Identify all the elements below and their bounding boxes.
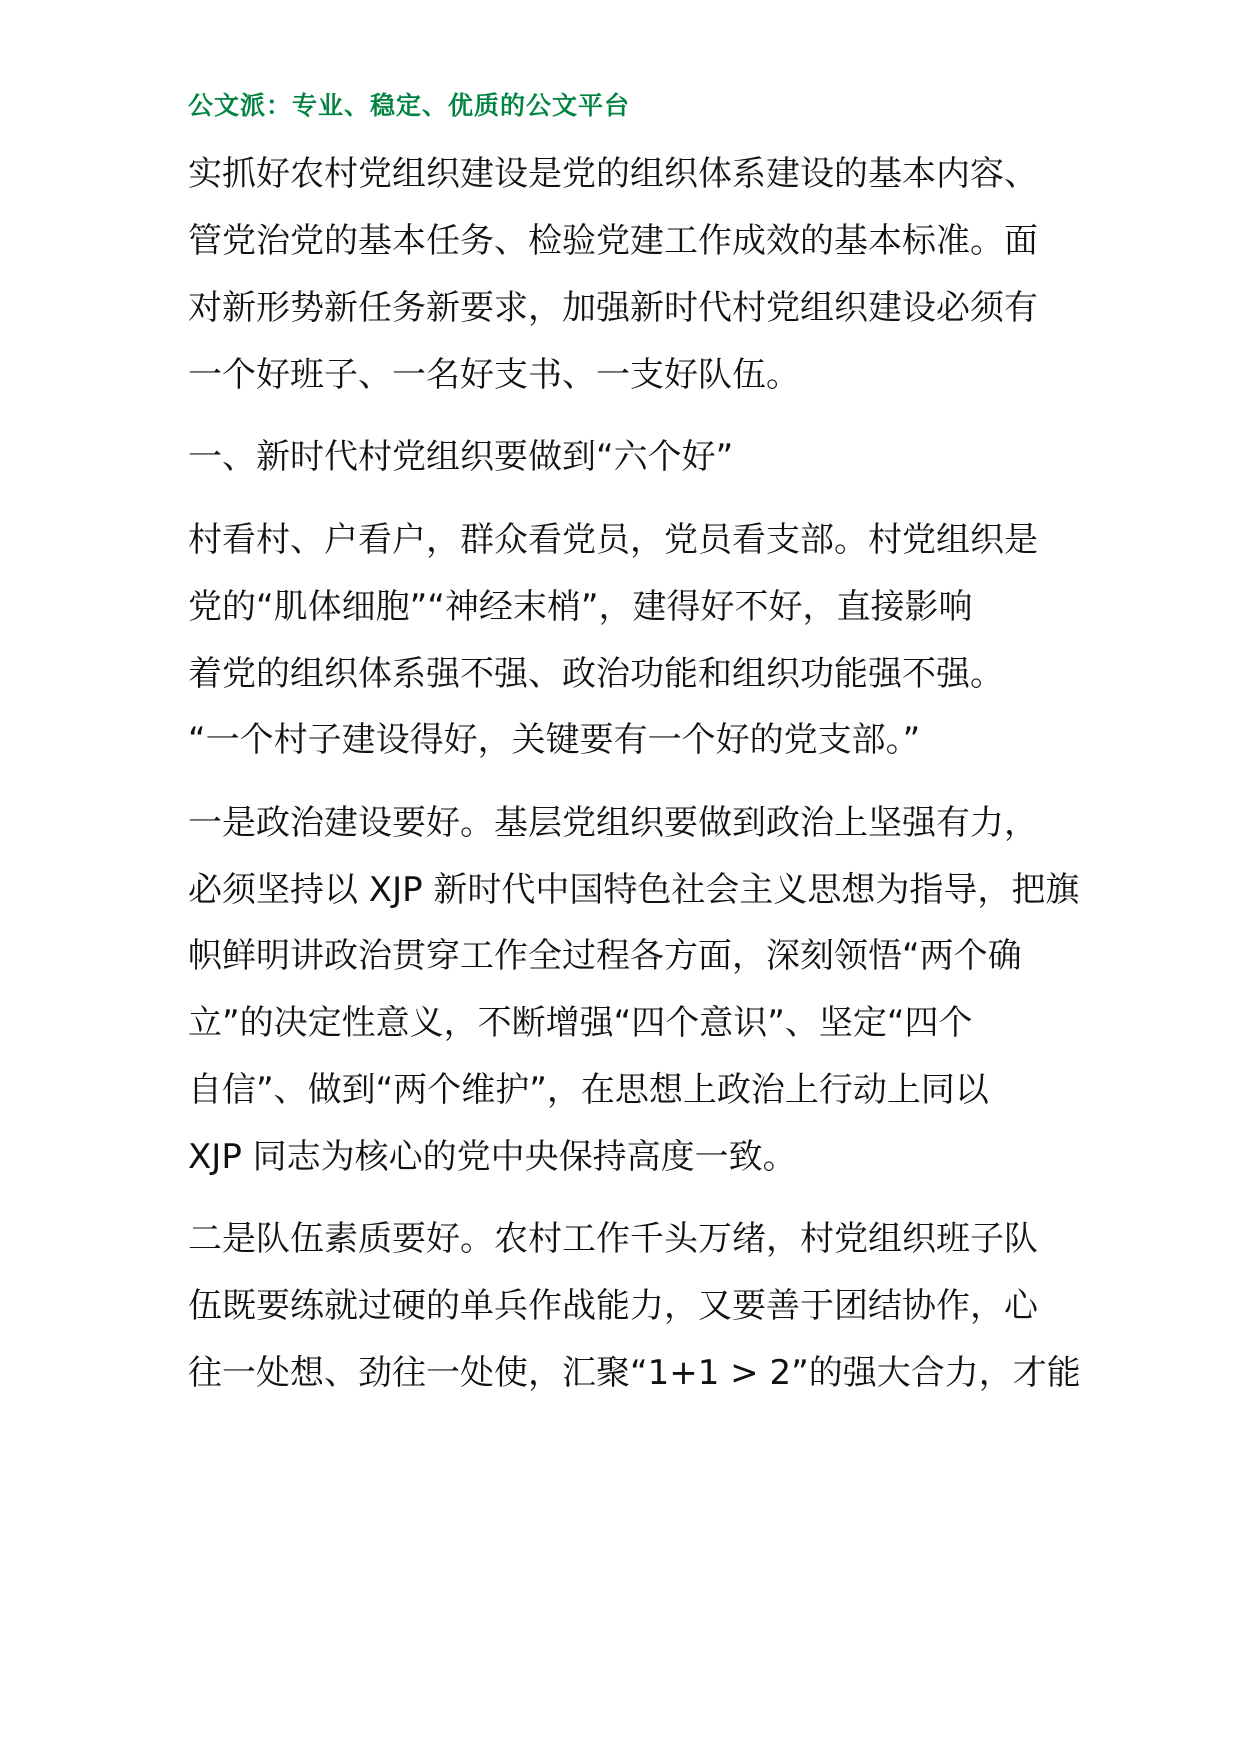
- para2-line-1: 一是政治建设要好。基层党组织要做到政治上坚强有力，: [188, 803, 1038, 843]
- para1-line-2: 党的“肌体细胞”“神经末梢”，建得好不好，直接影响: [188, 587, 973, 627]
- para2-line-4: 立”的决定性意义，不断增强“四个意识”、坚定“四个: [188, 1003, 973, 1043]
- intro-line-2: 管党治党的基本任务、检验党建工作成效的基本标准。面: [188, 221, 1038, 261]
- para2-line-3: 帜鲜明讲政治贯穿工作全过程各方面，深刻领悟“两个确: [188, 936, 1022, 976]
- intro-line-3: 对新形势新任务新要求，加强新时代村党组织建设必须有: [188, 288, 1038, 328]
- para2-line-5: 自信”、做到“两个维护”，在思想上政治上行动上同以: [188, 1070, 989, 1110]
- para2-line-6: XJP 同志为核心的党中央保持高度一致。: [188, 1137, 797, 1177]
- para3-line-2: 伍既要练就过硬的单兵作战能力，又要善于团结协作，心: [188, 1286, 1038, 1326]
- para1-line-4: “一个村子建设得好，关键要有一个好的党支部。”: [188, 720, 921, 760]
- para3-line-1: 二是队伍素质要好。农村工作千头万绪，村党组织班子队: [188, 1219, 1038, 1259]
- section-heading: 一、新时代村党组织要做到“六个好”: [188, 437, 734, 477]
- header-title: 公文派：专业、稳定、优质的公文平台: [188, 91, 631, 120]
- intro-line-1: 实抓好农村党组织建设是党的组织体系建设的基本内容、: [188, 154, 1038, 194]
- para3-line-3: 往一处想、劲往一处使，汇聚“1+1 > 2”的强大合力，才能: [188, 1353, 1081, 1393]
- para1-line-3: 着党的组织体系强不强、政治功能和组织功能强不强。: [188, 654, 1004, 694]
- para2-line-2: 必须坚持以 XJP 新时代中国特色社会主义思想为指导，把旗: [188, 870, 1080, 910]
- intro-line-4: 一个好班子、一名好支书、一支好队伍。: [188, 355, 800, 395]
- para1-line-1: 村看村、户看户，群众看党员，党员看支部。村党组织是: [188, 520, 1038, 560]
